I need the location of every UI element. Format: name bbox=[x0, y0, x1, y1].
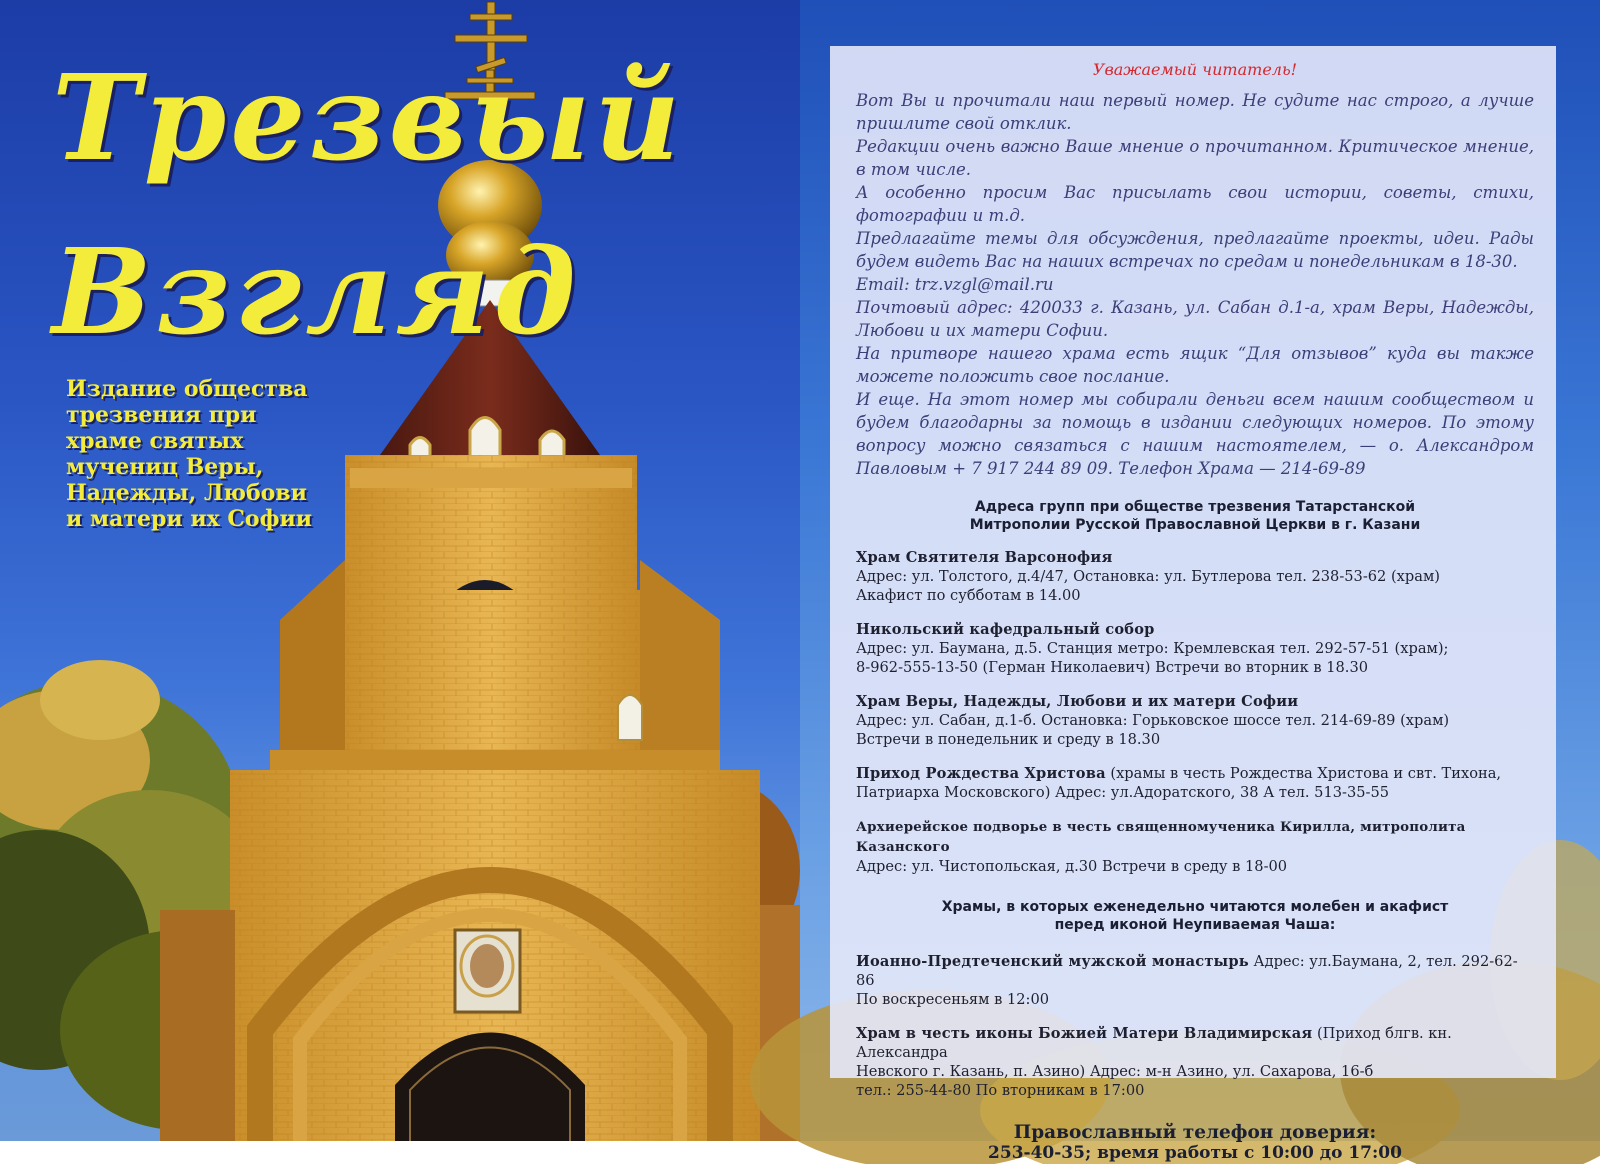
group-entry bbox=[856, 692, 1534, 749]
group-entry bbox=[856, 548, 1534, 605]
prayer-heading: Храмы, в которых еженедельно читаются молебен и акафист перед иконой Неупиваемая Чаша: bbox=[941, 899, 1449, 933]
prayer-entry bbox=[856, 1024, 1534, 1100]
prayer-place-note: (Приход блгв. кн. Александра bbox=[856, 1025, 1452, 1061]
group-name: Храм Веры, Надежды, Любови и их матери Софии bbox=[856, 693, 1299, 710]
letter-postal-address: Почтовый адрес: 420033 г. Казань, ул. Сабан д.1-а, храм Веры, Надежды, Любови и их матери Софии. bbox=[856, 298, 1534, 340]
prayer-place-name: Храм в честь иконы Божией Матери Владимирская bbox=[856, 1025, 1313, 1042]
group-line: Адрес: ул. Чистопольская, д.30 Встречи в среду в 18-00 bbox=[856, 858, 1288, 875]
magazine-subtitle: Издание общества трезвения при храме святых мучениц Веры, Надежды, Любови и матери их Софии bbox=[66, 376, 313, 532]
group-name: Никольский кафедральный собор bbox=[856, 621, 1155, 638]
magazine-title-line2: Взгляд bbox=[52, 222, 580, 361]
hotline-title: Православный телефон доверия: bbox=[1013, 1122, 1377, 1143]
letter-paragraph: Редакции очень важно Ваше мнение о прочитанном. Критическое мнение, в том числе. bbox=[856, 137, 1534, 179]
hotline-details: 253-40-35; время работы с 10:00 до 17:00 bbox=[988, 1143, 1402, 1163]
prayer-line: Невского г. Казань, п. Азино) Адрес: м-н Азино, ул. Сахарова, 16-б bbox=[856, 1063, 1374, 1080]
magazine-title-line1: Трезвый bbox=[52, 48, 685, 187]
group-line: Встречи в понедельник и среду в 18.30 bbox=[856, 731, 1161, 748]
prayer-entry bbox=[856, 952, 1534, 1009]
group-name: Храм Святителя Варсонофия bbox=[856, 549, 1113, 566]
cover-page bbox=[0, 0, 800, 1141]
prayer-line: тел.: 255-44-80 По вторникам в 17:00 bbox=[856, 1082, 1145, 1099]
group-note: (храмы в честь Рождества Христова и свт. Тихона, bbox=[1105, 765, 1502, 782]
letter-paragraph: На притворе нашего храма есть ящик “Для отзывов” куда вы также можете положить свое послание. bbox=[856, 344, 1534, 386]
prayer-line: По воскресеньям в 12:00 bbox=[856, 991, 1050, 1008]
groups-heading: Адреса групп при обществе трезвения Татарстанской Митрополии Русской Православной Церкви в г. Казани bbox=[969, 499, 1421, 533]
group-entry bbox=[856, 764, 1534, 802]
letter-paragraph: И еще. На этот номер мы собирали деньги всем нашим сообществом и будем благодарны за помощь в издании следующих номеров. По этому вопросу можно связаться с нашим настоятелем, — о. Александром Павловым + 7 917 244 89 09. Телефон Храма — 214-69-89 bbox=[856, 390, 1534, 478]
letter-paragraph: Предлагайте темы для обсуждения, предлагайте проекты, идеи. Рады будем видеть Вас на наших встречах по средам и понедельникам в 18-30. bbox=[856, 229, 1534, 271]
letter-paragraph: А особенно просим Вас присылать свои истории, советы, стихи, фотографии и т.д. bbox=[856, 183, 1534, 225]
prayer-place-note: Адрес: ул.Баумана, 2, тел. 292-62-86 bbox=[856, 953, 1518, 989]
group-line: Адрес: ул. Сабан, д.1-б. Остановка: Горьковское шоссе тел. 214-69-89 (храм) bbox=[856, 712, 1450, 729]
hotline-block bbox=[856, 1122, 1534, 1164]
text-panel bbox=[830, 46, 1556, 1163]
group-line: 8-962-555-13-50 (Герман Николаевич) Встречи во вторник в 18.30 bbox=[856, 659, 1369, 676]
group-entry bbox=[856, 620, 1534, 677]
group-line: Адрес: ул. Баумана, д.5. Станция метро: Кремлевская тел. 292-57-51 (храм); bbox=[856, 640, 1449, 657]
group-entry bbox=[856, 817, 1534, 876]
letter-email[interactable]: Email: trz.vzgl@mail.ru bbox=[856, 275, 1054, 294]
back-page bbox=[800, 0, 1600, 1163]
editor-letter bbox=[856, 89, 1534, 480]
greeting: Уважаемый читатель! bbox=[1092, 60, 1298, 79]
group-line: Адрес: ул. Толстого, д.4/47, Остановка: ул. Бутлерова тел. 238-53-62 (храм) bbox=[856, 568, 1440, 585]
group-name: Приход Рождества Христова bbox=[856, 765, 1106, 782]
group-line: Патриарха Московского) Адрес: ул.Адоратского, 38 А тел. 513-35-55 bbox=[856, 784, 1390, 801]
group-line: Акафист по субботам в 14.00 bbox=[856, 587, 1081, 604]
group-name: Архиерейское подворье в честь священномученика Кирилла, митрополита Казанского bbox=[856, 819, 1466, 855]
prayer-place-name: Иоанно-Предтеченский мужской монастырь bbox=[856, 953, 1249, 970]
letter-paragraph: Вот Вы и прочитали наш первый номер. Не судите нас строго, а лучше пришлите свой отклик. bbox=[856, 91, 1534, 133]
